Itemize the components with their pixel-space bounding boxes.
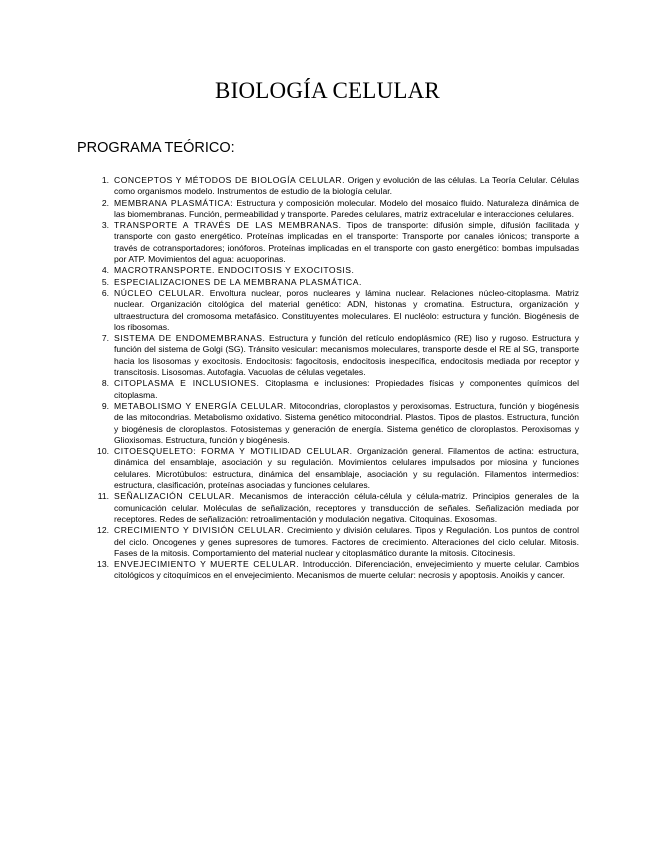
- topic-number: 2.: [101, 197, 109, 208]
- list-item: [93, 220, 579, 265]
- topic-number: 6.: [101, 287, 109, 298]
- topic-text: Introducción. Diferenciación, envejecimiento y muerte celular. Cambios citológicos y citoquímicos en el envejecimiento. Mecanismos de muerte celular: necrosis y apoptosis. Anoikis y cancer.: [114, 559, 580, 581]
- list-item: [93, 277, 579, 288]
- topic-number: 1.: [101, 175, 109, 185]
- topic-title: TRANSPORTE A TRAVÉS DE LAS MEMBRANAS.: [114, 220, 342, 231]
- list-item: [93, 446, 579, 491]
- topic-number: 7.: [101, 333, 109, 344]
- topic-number: 13.: [97, 559, 109, 570]
- topic-number: 9.: [101, 400, 109, 411]
- topic-number: 8.: [101, 378, 109, 389]
- list-item: [93, 378, 579, 401]
- topic-text: Origen y evolución de las células. La Teoría Celular. Células como organismos modelo. Instrumentos de estudio de la biología celular.: [114, 175, 579, 197]
- topic-title: CRECIMIENTO Y DIVISIÓN CELULAR.: [114, 525, 284, 536]
- topic-text: Mecanismos de interacción célula-célula y célula-matriz. Principios generales de la comunicación celular. Moléculas de señalización, receptores y transducción de señales. Señalización mediada por receptores. Redes de señalización: retroalimentación y modulación negativa. Citoquinas. Exosomas.: [114, 491, 579, 524]
- topic-title: CITOESQUELETO: FORMA Y MOTILIDAD CELULAR.: [114, 446, 353, 457]
- topic-text: Citoplasma e inclusiones: Propiedades físicas y componentes químicos del citoplasma.: [114, 378, 579, 400]
- topic-title: CITOPLASMA E INCLUSIONES.: [114, 378, 260, 389]
- list-item: [93, 175, 579, 198]
- topic-text: Estructura y composición molecular. Modelo del mosaico fluido. Naturaleza dinámica de las biomembranas. Función, permeabilidad y transporte. Paredes celulares, matriz extracelular e interacciones celulares.: [114, 197, 579, 219]
- topic-text: Estructura y función del retículo endoplásmico (RE) liso y rugoso. Estructura y función del sistema de Golgi (SG). Tránsito vesicular: mecanismos moleculares, transporte desde el RE al SG, transporte hacia los lisosomas y exocitosis. Endocitosis: fagocitosis, endocitosis inespecífica, endocitosis mediada por receptor y transcitosis. Lisosomas. Autofagia. Vacuolas de células vegetales.: [114, 333, 579, 378]
- topic-title: ESPECIALIZACIONES DE LA MEMBRANA PLASMÁTICA.: [114, 276, 362, 287]
- topic-title: MEMBRANA PLASMÁTICA:: [114, 197, 234, 208]
- topic-title: METABOLISMO Y ENERGÍA CELULAR.: [114, 400, 287, 411]
- topic-text: Organización general. Filamentos de actina: estructura, dinámica del ensamblaje, asociación y su regulación. Movimientos celulares impulsados por miosina y funciones celulares. Microtúbulos: estructura, dinámica del ensamblaje, asociación y su regulación. Filamentos intermedios: estructura, clasificación, proteínas asociadas y funciones celulares.: [114, 446, 579, 491]
- list-item: [93, 491, 579, 525]
- topic-text: Crecimiento y división celulares. Tipos y Regulación. Los puntos de control del ciclo. Oncogenes y genes supresores de tumores. Factores de crecimiento. Alteraciones del ciclo celular. Mitosis. Fases de la mitosis. Comportamiento del material nuclear y citoplasmático durante la mitosis. Citocinesis.: [114, 525, 579, 558]
- topic-title: SEÑALIZACIÓN CELULAR.: [114, 491, 235, 502]
- topic-title: CONCEPTOS Y MÉTODOS DE BIOLOGÍA CELULAR.: [114, 175, 345, 185]
- topic-number: 12.: [97, 525, 109, 536]
- topic-title: ENVEJECIMIENTO Y MUERTE CELULAR.: [114, 559, 300, 570]
- topic-text: Envoltura nuclear, poros nucleares y lámina nuclear. Relaciones núcleo-citoplasma. Matriz nuclear. Organización citológica del material genético: ADN, histonas y cromatina. Estructura, organización y ultraestructura del cromosoma metafásico. Constituyentes moleculares. El nucléolo: estructura y función. Biogénesis de los ribosomas.: [114, 287, 579, 332]
- topic-number: 3.: [101, 220, 109, 231]
- section-heading: PROGRAMA TEÓRICO:: [77, 140, 235, 156]
- topic-number: 4.: [101, 265, 109, 276]
- list-item: [93, 288, 579, 333]
- list-item: [93, 559, 579, 582]
- list-item: [93, 198, 579, 221]
- topic-number: 5.: [101, 276, 109, 287]
- list-item: [93, 525, 579, 559]
- list-item: [93, 401, 579, 446]
- topic-list: [93, 175, 579, 582]
- topic-text: Mitocondrias, cloroplastos y peroxisomas. Estructura, función y biogénesis de las mitocondrias. Metabolismo oxidativo. Sistema genético mitocondrial. Plastos. Tipos de plastos. Estructura, función y biogénesis de cloroplastos. Fotosistemas y generación de energía. Sistema genético de cloroplastos. Peroxisomas y Glioxisomas. Estructura, función y biogénesis.: [114, 400, 579, 445]
- list-item: [93, 265, 579, 276]
- document-title: BIOLOGÍA CELULAR: [215, 78, 440, 103]
- list-item: [93, 333, 579, 378]
- topic-title: MACROTRANSPORTE. ENDOCITOSIS Y EXOCITOSIS.: [114, 265, 355, 276]
- topic-text: Tipos de transporte: difusión simple, difusión facilitada y transporte con gasto energético. Proteínas implicadas en el transporte: Transporte por canales iónicos; transporte a través de cotransportadores; ionóforos. Proteínas implicadas en el transporte con gasto energético: bombas impulsadas por ATP. Movimientos del agua: acuoporinas.: [114, 220, 580, 265]
- topic-title: NÚCLEO CELULAR.: [114, 287, 205, 298]
- topic-number: 10.: [97, 446, 109, 457]
- topic-number: 11.: [97, 491, 109, 502]
- topic-title: SISTEMA DE ENDOMEMBRANAS.: [114, 333, 266, 344]
